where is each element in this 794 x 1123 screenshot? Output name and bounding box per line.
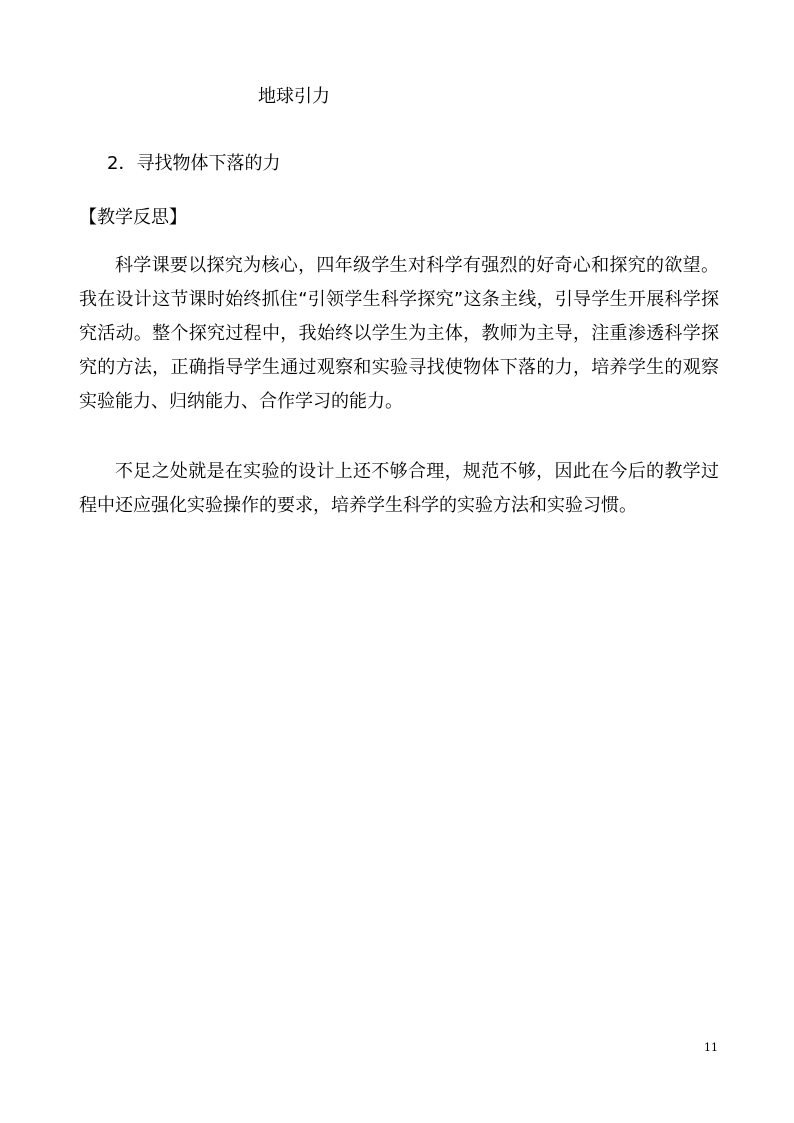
- list-item: 2．寻找物体下落的力: [107, 153, 281, 174]
- paragraph-reflection: 科学课要以探究为核心，四年级学生对科学有强烈的好奇心和探究的欲望。我在设计这节课时始终抓住“引领学生科学探究”这条主线，引导学生开展科学探究活动。整个探究过程中，我始终以学生为主体，教师为主导，注重渗透科学探究的方法，正确指导学生通过观察和实验寻找使物体下落的力，培养学生的观察实验能力、归纳能力、合作学习的能力。: [79, 255, 719, 412]
- paragraph-shortcomings: 不足之处就是在实验的设计上还不够合理，规范不够，因此在今后的教学过程中还应强化实验操作的要求，培养学生科学的实验方法和实验习惯。: [79, 461, 719, 516]
- heading-line: 地球引力: [258, 86, 330, 107]
- section-title: 【教学反思】: [79, 207, 187, 228]
- page-number: 11: [704, 1041, 718, 1054]
